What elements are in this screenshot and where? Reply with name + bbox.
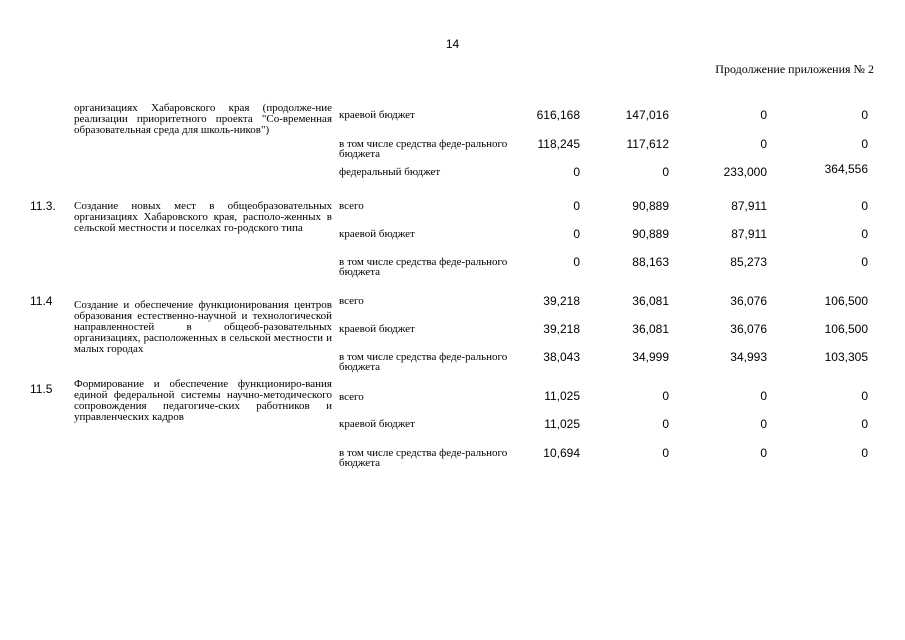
value-col-4: 0 xyxy=(861,137,868,151)
value-col-3: 233,000 xyxy=(723,165,767,179)
value-col-3: 85,273 xyxy=(730,255,767,269)
value-col-2: 0 xyxy=(662,446,669,460)
value-col-4: 106,500 xyxy=(824,294,868,308)
row-number: 11.3. xyxy=(30,199,56,213)
value-col-4: 364,556 xyxy=(824,162,868,176)
funding-source: краевой бюджет xyxy=(339,418,415,430)
row-number: 11.4 xyxy=(30,294,53,308)
value-col-4: 0 xyxy=(861,417,868,431)
value-col-1: 118,245 xyxy=(537,137,580,151)
funding-source: краевой бюджет xyxy=(339,323,415,335)
value-col-2: 0 xyxy=(662,417,669,431)
value-col-1: 616,168 xyxy=(536,108,580,122)
value-col-3: 0 xyxy=(760,108,767,122)
value-col-1: 39,218 xyxy=(543,322,580,336)
value-col-2: 36,081 xyxy=(632,294,669,308)
value-col-2: 147,016 xyxy=(625,108,669,122)
table-row xyxy=(0,322,905,336)
value-col-4: 0 xyxy=(861,227,868,241)
table-row xyxy=(0,417,905,431)
funding-source: краевой бюджет xyxy=(339,109,415,121)
value-col-4: 0 xyxy=(861,108,868,122)
funding-source: в том числе средства феде-рального бюджета xyxy=(339,256,508,278)
value-col-4: 0 xyxy=(861,255,868,269)
row-description: организациях Хабаровского края (продолже-ние реализации приоритетного проекта "Со-временная образовательная среда для школь-ников") xyxy=(74,102,332,136)
value-col-1: 11,025 xyxy=(544,417,580,431)
funding-source: в том числе средства феде-рального бюджета xyxy=(339,447,508,469)
value-col-4: 0 xyxy=(861,446,868,460)
value-col-1: 0 xyxy=(573,165,580,179)
value-col-1: 38,043 xyxy=(543,350,580,364)
row-description: Формирование и обеспечение функциониро-вания единой федеральной системы научно-методического сопровождения педагогиче-ских работников и управленческих кадров xyxy=(74,378,332,423)
value-col-3: 0 xyxy=(760,446,767,460)
table-row xyxy=(0,350,905,373)
funding-source: всего xyxy=(339,200,364,212)
value-col-3: 87,911 xyxy=(731,227,767,241)
value-col-3: 87,911 xyxy=(731,199,767,213)
table-row xyxy=(0,255,905,278)
funding-source: федеральный бюджет xyxy=(339,166,441,178)
value-col-1: 39,218 xyxy=(543,294,580,308)
value-col-1: 0 xyxy=(573,199,580,213)
value-col-2: 0 xyxy=(662,165,669,179)
table-row xyxy=(0,137,905,160)
value-col-1: 10,694 xyxy=(543,446,580,460)
table-row xyxy=(0,162,905,179)
value-col-2: 88,163 xyxy=(632,255,669,269)
row-description: Создание новых мест в общеобразовательных организациях Хабаровского края, располо-женных в сельской местности и поселках го-родского типа xyxy=(74,200,332,234)
value-col-1: 0 xyxy=(573,255,580,269)
value-col-1: 11,025 xyxy=(544,389,580,403)
page-number: 14 xyxy=(445,37,460,51)
funding-source: краевой бюджет xyxy=(339,228,415,240)
value-col-2: 0 xyxy=(662,389,669,403)
funding-source: в том числе средства феде-рального бюджета xyxy=(339,351,508,373)
value-col-2: 90,889 xyxy=(632,227,669,241)
value-col-3: 0 xyxy=(760,389,767,403)
value-col-4: 103,305 xyxy=(824,350,868,364)
value-col-3: 0 xyxy=(760,137,767,151)
row-description: Создание и обеспечение функционирования центров образования естественно-научной и технологической направленностей в общеоб-разовательных организациях, расположенных в сельской местности и малых городах xyxy=(74,299,332,355)
value-col-2: 117,612 xyxy=(626,137,669,151)
funding-source: в том числе средства феде-рального бюджета xyxy=(339,138,508,160)
value-col-3: 0 xyxy=(760,417,767,431)
value-col-3: 34,993 xyxy=(730,350,767,364)
value-col-2: 36,081 xyxy=(632,322,669,336)
row-number: 11.5 xyxy=(30,382,53,396)
funding-source: всего xyxy=(339,295,364,307)
funding-source: всего xyxy=(339,391,364,403)
value-col-2: 34,999 xyxy=(632,350,669,364)
table-row xyxy=(0,102,905,136)
value-col-4: 0 xyxy=(861,199,868,213)
value-col-1: 0 xyxy=(573,227,580,241)
value-col-3: 36,076 xyxy=(730,294,767,308)
appendix-title: Продолжение приложения № 2 xyxy=(715,62,874,76)
value-col-3: 36,076 xyxy=(730,322,767,336)
table-row xyxy=(0,446,905,469)
value-col-4: 106,500 xyxy=(824,322,868,336)
value-col-4: 0 xyxy=(861,389,868,403)
table-row xyxy=(0,227,905,241)
value-col-2: 90,889 xyxy=(632,199,669,213)
table-row xyxy=(0,378,905,423)
